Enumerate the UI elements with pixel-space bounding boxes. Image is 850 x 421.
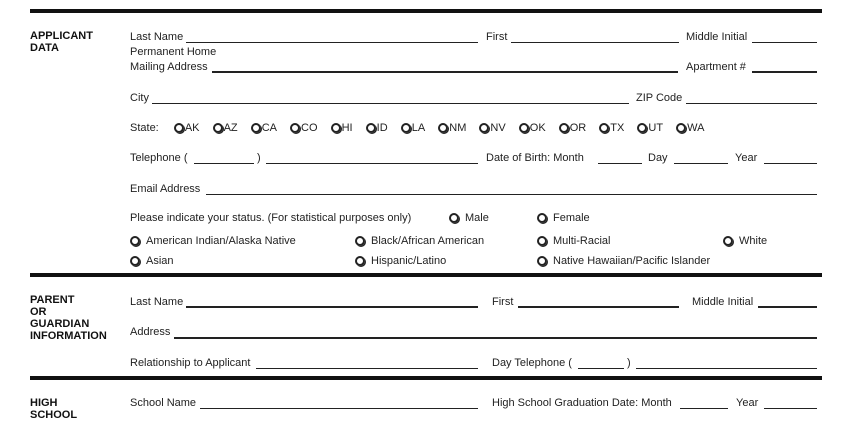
state-row [130,122,706,135]
radio-icon [331,123,341,133]
area-code-field[interactable] [194,163,254,164]
state-option-id[interactable]: ID [366,122,388,134]
parent-middle-initial-field[interactable] [758,306,817,308]
state-option-nv[interactable]: NV [479,122,505,134]
status-prompt: Please indicate your status. (For statistical purposes only) [130,212,412,224]
applicant-divider [30,273,822,277]
radio-icon [290,123,300,133]
state-option-tx[interactable]: TX [599,122,624,134]
parent-address-field[interactable] [174,337,817,339]
ethnicity-hispanic[interactable]: Hispanic/Latino [355,255,446,268]
first-name-field[interactable] [511,42,679,43]
state-option-ut[interactable]: UT [637,122,663,134]
parent-last-name-label: Last Name [130,296,184,308]
dob-year-field[interactable] [764,163,817,164]
radio-icon [355,256,365,266]
applicant-section-title: APPLICANT DATA [30,30,93,54]
last-name-label: Last Name [130,31,184,43]
ethnicity-asian[interactable]: Asian [130,255,174,268]
state-option-wa[interactable]: WA [676,122,704,134]
state-option-la[interactable]: LA [401,122,425,134]
telephone-field[interactable] [266,163,478,164]
middle-initial-field[interactable] [752,42,817,43]
radio-icon [637,123,647,133]
radio-icon [130,236,140,246]
day-telephone-close-paren: ) [627,357,631,369]
radio-icon [366,123,376,133]
radio-icon [213,123,223,133]
radio-icon [130,256,140,266]
email-label: Email Address [130,183,201,195]
dob-day-field[interactable] [674,163,728,164]
radio-icon [676,123,686,133]
state-option-ca[interactable]: CA [251,122,277,134]
radio-icon [537,236,547,246]
relationship-field[interactable] [256,368,478,369]
gender-option-female[interactable]: Female [537,212,590,225]
radio-icon [599,123,609,133]
radio-icon [449,213,459,223]
state-label: State: [130,122,159,134]
telephone-label: Telephone ( [130,152,188,164]
parent-first-name-field[interactable] [518,306,679,308]
dob-day-label: Day [648,152,668,164]
zip-code-label: ZIP Code [636,92,683,104]
dob-month-field[interactable] [598,163,642,164]
relationship-label: Relationship to Applicant [130,357,251,369]
permanent-home-label: Permanent Home [130,46,217,58]
middle-initial-label: Middle Initial [686,31,748,43]
zip-code-field[interactable] [686,103,817,104]
state-option-nm[interactable]: NM [438,122,466,134]
dob-year-label: Year [735,152,758,164]
graduation-month-label: High School Graduation Date: Month [492,397,672,409]
graduation-year-field[interactable] [764,408,817,409]
radio-icon [401,123,411,133]
mailing-address-label: Mailing Address [130,61,208,73]
first-name-label: First [486,31,508,43]
apartment-label: Apartment # [686,61,746,73]
mailing-address-field[interactable] [212,71,678,73]
ethnicity-black[interactable]: Black/African American [355,235,484,248]
radio-icon [723,236,733,246]
ethnicity-american-indian[interactable]: American Indian/Alaska Native [130,235,296,248]
city-label: City [130,92,149,104]
day-telephone-area-field[interactable] [578,368,624,369]
top-divider [30,9,822,13]
day-telephone-field[interactable] [636,368,817,369]
radio-icon [537,213,547,223]
state-option-ak[interactable]: AK [174,122,200,134]
graduation-month-field[interactable] [680,408,728,409]
state-option-ok[interactable]: OK [519,122,546,134]
email-field[interactable] [206,194,817,195]
city-field[interactable] [152,103,629,104]
school-name-label: School Name [130,397,197,409]
graduation-year-label: Year [736,397,759,409]
school-section-title: HIGH SCHOOL [30,397,78,421]
ethnicity-white[interactable]: White [723,235,767,248]
state-option-or[interactable]: OR [559,122,587,134]
parent-middle-initial-label: Middle Initial [692,296,754,308]
gender-option-male[interactable]: Male [449,212,489,225]
apartment-field[interactable] [752,71,817,73]
parent-section-title: PARENT OR GUARDIAN INFORMATION [30,294,107,342]
parent-address-label: Address [130,326,171,338]
state-option-az[interactable]: AZ [213,122,238,134]
parent-first-name-label: First [492,296,514,308]
state-option-hi[interactable]: HI [331,122,353,134]
day-telephone-label: Day Telephone ( [492,357,572,369]
ethnicity-multi-racial[interactable]: Multi-Racial [537,235,610,248]
parent-last-name-field[interactable] [186,306,478,308]
state-option-co[interactable]: CO [290,122,318,134]
radio-icon [537,256,547,266]
radio-icon [438,123,448,133]
ethnicity-hawaiian[interactable]: Native Hawaiian/Pacific Islander [537,255,710,268]
radio-icon [251,123,261,133]
radio-icon [174,123,184,133]
parent-divider [30,376,822,380]
radio-icon [479,123,489,133]
radio-icon [559,123,569,133]
radio-icon [519,123,529,133]
last-name-field[interactable] [186,42,478,43]
school-name-field[interactable] [200,408,478,409]
dob-month-label: Date of Birth: Month [486,152,584,164]
telephone-close-paren: ) [257,152,261,164]
radio-icon [355,236,365,246]
